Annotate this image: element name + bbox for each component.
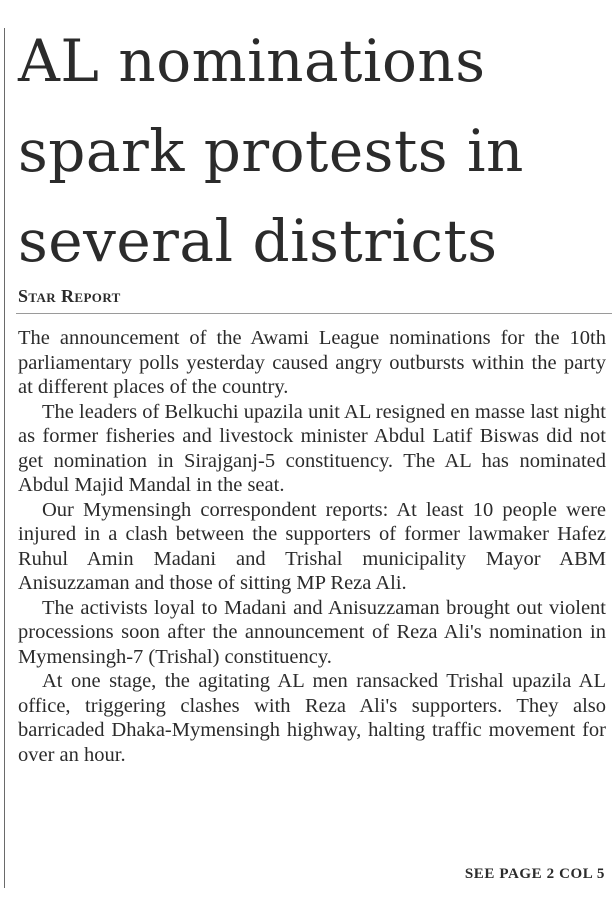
headline: AL nominations spark protests in several districts [18,27,524,275]
paragraph: Our Mymensingh correspondent reports: At least 10 people were injured in a clash between the supporters of former lawmaker Hafez Ruhul Amin Madani and Trishal municipality Mayor ABM Anisuzzaman and those of sitting MP Reza Ali. [18,498,606,594]
byline: Star Report [18,286,121,306]
paragraph: The activists loyal to Madani and Anisuzzaman brought out violent processions soon after the announcement of Reza Ali's nomination in Mymensingh-7 (Trishal) constituency. [18,596,606,668]
paragraph: The leaders of Belkuchi upazila unit AL resigned en masse last night as former fisheries and livestock minister Abdul Latif Biswas did not get nomination in Sirajganj-5 constituency. The AL has nominated Abdul Majid Mandal in the seat. [18,400,606,496]
column-rule [4,28,5,888]
continuation-reference[interactable]: SEE PAGE 2 COL 5 [464,866,605,882]
byline-divider [16,313,612,314]
article-body [18,326,606,767]
paragraph: At one stage, the agitating AL men ransacked Trishal upazila AL office, triggering clashes with Reza Ali's supporters. They also barricaded Dhaka-Mymensingh highway, halting traffic movement for over an hour. [18,670,606,766]
paragraph: The announcement of the Awami League nominations for the 10th parliamentary polls yesterday caused angry outbursts within the party at different places of the country. [18,327,606,398]
